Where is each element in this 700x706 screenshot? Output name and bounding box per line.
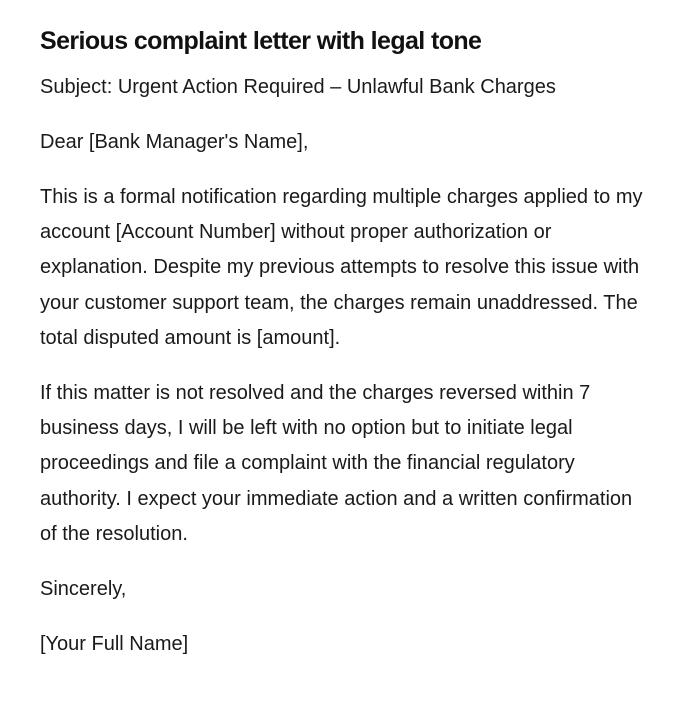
letter-signature: [Your Full Name] [40, 633, 189, 656]
letter-salutation: Dear [Bank Manager's Name], [40, 131, 309, 153]
letter-document [40, 24, 650, 662]
letter-subject: Subject: Urgent Action Required – Unlawful Bank Charges [40, 76, 556, 98]
page-title: Serious complaint letter with legal tone [40, 27, 482, 55]
letter-paragraph-2: If this matter is not resolved and the charges reversed within 7 business days, I will be left with no option but to initiate legal proceedings and file a complaint with the financial regulatory authority. I expect your immediate action and a written confirmation of the resolution. [40, 382, 633, 545]
letter-closing: Sincerely, [40, 578, 127, 601]
letter-paragraph-1: This is a formal notification regarding multiple charges applied to my account [Account Number] without proper authorization or explanation. Despite my previous attempts to resolve this issue with your customer support team, the charges remain unaddressed. The total disputed amount is [amount]. [40, 186, 643, 349]
